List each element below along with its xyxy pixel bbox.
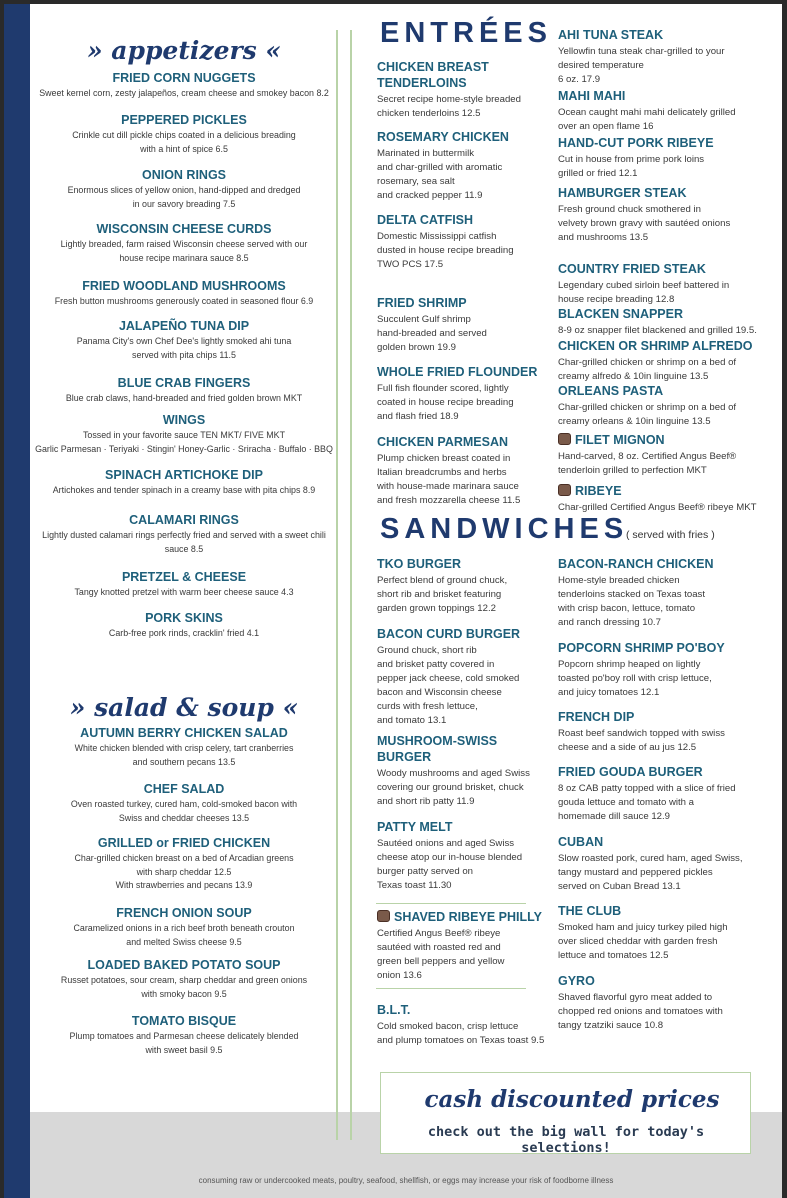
entrees-heading: ENTRÉES [380,17,552,49]
sandwich-item [377,909,567,983]
sandwich-item-name: B.L.T. [377,1003,411,1017]
sandwich-item-name: TKO BURGER [377,557,462,571]
sandwich-item [377,733,567,809]
sandwich-item-name: BACON-RANCH CHICKEN [558,557,714,571]
sandwich-item-name: PATTY MELT [377,820,453,834]
appetizer-item [34,512,334,556]
entree-item-desc: Full fish flounder scored, lightly coated in house recipe breading and flash fried 18.9 [377,383,514,422]
entree-item-name: FRIED SHRIMP [377,296,467,310]
appetizer-item-desc: Enormous slices of yellow onion, hand-dipped and dredged in our savory breading 7.5 [67,185,301,209]
entree-item-name: DELTA CATFISH [377,213,474,227]
entree-item-desc: Domestic Mississippi catfish dusted in house recipe breading TWO PCS 17.5 [377,231,514,270]
entree-item [558,383,783,429]
sandwich-item-desc: Home-style breaded chicken tenderloins stacked on Texas toast with crisp bacon, lettuce, tomato and ranch dressing 10.7 [558,575,706,628]
appetizer-item [34,112,334,156]
entree-item-name: HAMBURGER STEAK [558,186,687,200]
appetizer-item-desc: Fresh button mushrooms generously coated in seasoned flour 6.9 [54,296,314,306]
entree-item-desc: Legendary cubed sirloin beef battered in house recipe breading 12.8 [558,280,730,305]
salad-soup-item-desc: Char-grilled chicken breast on a bed of Arcadian greens with sharp cheddar 12.5 With strawberries and pecans 13.9 [74,853,294,890]
salad-soup-item [34,905,334,949]
sandwich-item-desc: Ground chuck, short rib and brisket patty covered in pepper jack cheese, cold smoked bacon and Wisconsin cheese curds with fresh lettuce, and tomato 13.1 [377,645,520,726]
certified-angus-beef-icon [558,484,571,496]
sandwich-item [558,973,783,1033]
appetizer-item-name: WISCONSIN CHEESE CURDS [96,222,272,236]
salad-soup-item-name: CHEF SALAD [143,782,225,796]
sandwich-item-name: THE CLUB [558,904,622,918]
appetizer-item-name: PEPPERED PICKLES [121,113,247,127]
sandwich-item [558,556,783,630]
entree-item-desc: Secret recipe home-style breaded chicken tenderloins 12.5 [377,94,521,119]
appetizer-item [34,278,334,309]
sandwich-item-desc: Roast beef sandwich topped with swiss cheese and a side of au jus 12.5 [558,728,725,753]
sandwiches-heading: SANDWICHES [380,513,629,545]
appetizer-item-name: JALAPEÑO TUNA DIP [118,319,250,333]
sandwich-item-name: BACON CURD BURGER [377,627,521,641]
entree-item [558,338,783,384]
sandwich-item-desc: Smoked ham and juicy turkey piled high over sliced cheddar with garden fresh lettuce and tomatoes 12.5 [558,922,728,961]
sandwich-item-desc: Woody mushrooms and aged Swiss covering our ground brisket, chuck and short rib patty 11.9 [377,768,530,807]
entree-item-name: MAHI MAHI [558,89,626,103]
divider-line-1 [336,30,338,1140]
entree-item [558,135,783,181]
salad-soup-item [34,957,334,1001]
entree-item-name: FILET MIGNON [558,432,783,448]
entree-item-name: HAND-CUT PORK RIBEYE [558,136,714,150]
entree-item-name: COUNTRY FRIED STEAK [558,262,706,276]
entree-item-name: CHICKEN OR SHRIMP ALFREDO [558,339,753,353]
appetizers-heading: » appetizers « [86,36,282,65]
appetizer-item-desc: Panama City's own Chef Dee's lightly smoked ahi tuna served with pita chips 11.5 [76,336,292,360]
appetizer-item [34,318,334,362]
salad-soup-item [34,781,334,825]
appetizer-item-desc: Artichokes and tender spinach in a creamy base with pita chips 8.9 [52,485,316,495]
entree-item-name: RIBEYE [558,483,783,499]
entree-item [377,59,567,121]
entree-item-desc: Succulent Gulf shrimp hand-breaded and served golden brown 19.9 [377,314,487,353]
appetizer-item-name: SPINACH ARTICHOKE DIP [105,468,263,482]
appetizer-item [34,412,334,456]
sandwich-item-desc: Perfect blend of ground chuck, short rib and brisket featuring garden grown toppings 12.2 [377,575,508,614]
sandwich-item [377,1002,567,1048]
entree-item-name: ROSEMARY CHICKEN [377,130,509,144]
entree-item-desc: Ocean caught mahi mahi delicately grilled over an open flame 16 [558,107,736,132]
appetizer-item-desc: Carb-free pork rinds, cracklin' fried 4.1 [108,628,260,638]
entree-item-desc: Fresh ground chuck smothered in velvety brown gravy with sautéed onions and mushrooms 13.5 [558,204,731,243]
sandwich-item-desc: Shaved flavorful gyro meat added to chopped red onions and tomatoes with tangy tzatziki sauce 10.8 [558,992,723,1031]
appetizer-item-desc: Blue crab claws, hand-breaded and fried golden brown MKT [65,393,303,403]
salad-soup-heading: » salad & soup « [69,693,299,722]
entree-item-desc: Yellowfin tuna steak char-grilled to your desired temperature 6 oz. 17.9 [558,46,725,85]
sandwich-item-desc: Cold smoked bacon, crisp lettuce and plump tomatoes on Texas toast 9.5 [377,1021,545,1046]
salad-soup-item-desc: Caramelized onions in a rich beef broth beneath crouton and melted Swiss cheese 9.5 [73,923,295,947]
appetizer-item [34,610,334,641]
appetizer-item [34,467,334,498]
appetizer-item-name: FRIED CORN NUGGETS [112,71,256,85]
entree-item [377,212,567,272]
entree-item-name: AHI TUNA STEAK [558,28,664,42]
salad-soup-item-desc: Oven roasted turkey, cured ham, cold-smoked bacon with Swiss and cheddar cheeses 13.5 [70,799,298,823]
sandwiches-note: ( served with fries ) [626,529,715,541]
entree-item [558,432,783,478]
sandwich-item [377,626,567,728]
entree-item [558,306,783,338]
side-stripe [4,4,30,1198]
sandwich-item [377,556,567,616]
entree-item-desc: Plump chicken breast coated in Italian breadcrumbs and herbs with house-made marinara sauce and fresh mozzarella cheese 11.5 [377,453,521,506]
sandwich-item [558,903,783,963]
salad-soup-item-desc: White chicken blended with crisp celery, tart cranberries and southern pecans 13.5 [74,743,294,767]
appetizer-item-name: WINGS [162,413,206,427]
entree-item-desc: Char-grilled Certified Angus Beef® ribeye MKT [558,502,757,513]
appetizer-item-name: FRIED WOODLAND MUSHROOMS [82,279,286,293]
appetizer-item-desc: Lightly dusted calamari rings perfectly fried and served with a sweet chili sauce 8.5 [42,530,326,554]
salad-soup-item [34,1013,334,1057]
sandwich-item-name: SHAVED RIBEYE PHILLY [377,909,567,925]
philly-top-rule [376,903,526,904]
appetizer-item [34,569,334,600]
sandwich-item [558,764,783,824]
appetizer-item-desc: Tangy knotted pretzel with warm beer cheese sauce 4.3 [74,587,294,597]
entree-item [558,88,783,134]
entree-item-desc: Char-grilled chicken or shrimp on a bed of creamy alfredo & 10in linguine 13.5 [558,357,737,382]
entree-item [377,434,567,508]
philly-bottom-rule [376,988,526,989]
divider-line-2 [350,30,352,1140]
entree-item-name: ORLEANS PASTA [558,384,664,398]
sandwich-item-name: MUSHROOM-SWISS BURGER [377,734,498,764]
entree-item-name: CHICKEN PARMESAN [377,435,509,449]
salad-soup-item-name: GRILLED or FRIED CHICKEN [97,836,271,850]
sandwich-item-name: CUBAN [558,835,604,849]
appetizer-item [34,375,334,406]
sandwich-item-name: POPCORN SHRIMP PO'BOY [558,641,725,655]
sandwich-item [377,819,567,893]
sandwich-item [558,640,783,700]
salad-soup-item-desc: Russet potatoes, sour cream, sharp cheddar and green onions with smoky bacon 9.5 [60,975,308,999]
sandwich-item-desc: Popcorn shrimp heaped on lightly toasted po'boy roll with crisp lettuce, and juicy tomatoes 12.1 [558,659,712,698]
salad-soup-item-desc: Plump tomatoes and Parmesan cheese delicately blended with sweet basil 9.5 [69,1031,299,1055]
salad-soup-item [34,725,334,769]
entree-item-name: CHICKEN BREAST TENDERLOINS [377,60,489,90]
sandwich-item [558,834,783,894]
sandwich-item-name: GYRO [558,974,595,988]
sandwich-item-desc: Certified Angus Beef® ribeye sautéed with roasted red and green bell peppers and yellow onion 13.6 [377,928,505,981]
entree-item [558,261,783,307]
entree-item-desc: Char-grilled chicken or shrimp on a bed of creamy orleans & 10in linguine 13.5 [558,402,737,427]
appetizer-item-name: PORK SKINS [145,611,223,625]
foodborne-disclaimer: consuming raw or undercooked meats, poultry, seafood, shellfish, or eggs may increase your risk of foodborne illness [198,1176,614,1185]
entree-item [558,27,783,87]
appetizer-item [34,221,334,265]
entree-item-name: BLACKEN SNAPPER [558,307,684,321]
certified-angus-beef-icon [558,433,571,445]
certified-angus-beef-icon [377,910,390,922]
entree-item [558,185,783,245]
entree-item [377,364,567,424]
salad-soup-item-name: FRENCH ONION SOUP [116,906,252,920]
sandwich-item [558,709,783,755]
appetizer-item-desc: Sweet kernel corn, zesty jalapeños, cream cheese and smokey bacon 8.2 [39,88,329,98]
entree-item [377,295,567,355]
appetizer-item-name: BLUE CRAB FINGERS [117,376,251,390]
appetizer-item [34,70,334,101]
appetizer-item [34,167,334,211]
appetizer-item-name: ONION RINGS [141,168,227,182]
entree-item-desc: Marinated in buttermilk and char-grilled with aromatic rosemary, sea salt and cracked pepper 11.9 [377,148,503,201]
salad-soup-item-name: AUTUMN BERRY CHICKEN SALAD [80,726,288,740]
cash-title: cash discounted prices [424,1086,720,1113]
sandwich-item-name: FRIED GOUDA BURGER [558,765,703,779]
sandwich-item-name: FRENCH DIP [558,710,635,724]
entree-item-desc: 8-9 oz snapper filet blackened and grilled 19.5. [558,325,757,336]
sandwich-item-desc: Sautéed onions and aged Swiss cheese atop our in-house blended burger patty served on Texas toast 11.30 [377,838,523,891]
appetizer-item-desc: Lightly breaded, farm raised Wisconsin cheese served with our house recipe marinara sauce 8.5 [60,239,308,263]
entree-item-desc: Hand-carved, 8 oz. Certified Angus Beef® tenderloin grilled to perfection MKT [558,451,737,476]
appetizer-item-name: CALAMARI RINGS [129,513,239,527]
salad-soup-item-name: TOMATO BISQUE [131,1014,237,1028]
entree-item [558,483,783,515]
appetizer-item-desc: Crinkle cut dill pickle chips coated in a delicious breading with a hint of spice 6.5 [72,130,296,154]
salad-soup-item [34,835,334,893]
appetizer-item-name: PRETZEL & CHEESE [121,570,247,584]
entree-item-name: WHOLE FRIED FLOUNDER [377,365,538,379]
appetizer-item-desc: Tossed in your favorite sauce TEN MKT/ FIVE MKT Garlic Parmesan · Teriyaki · Stingin' Honey-Garlic · Sriracha · Buffalo · BBQ [35,430,333,454]
cash-subtitle: check out the big wall for today's selections! [427,1124,705,1156]
entree-item [377,129,567,203]
sandwich-item-desc: Slow roasted pork, cured ham, aged Swiss, tangy mustard and peppered pickles served on Cuban Bread 13.1 [558,853,743,892]
entree-item-desc: Cut in house from prime pork loins grilled or fried 12.1 [558,154,705,179]
sandwich-item-desc: 8 oz CAB patty topped with a slice of fried gouda lettuce and tomato with a homemade dill sauce 12.9 [558,783,736,822]
salad-soup-item-name: LOADED BAKED POTATO SOUP [87,958,281,972]
